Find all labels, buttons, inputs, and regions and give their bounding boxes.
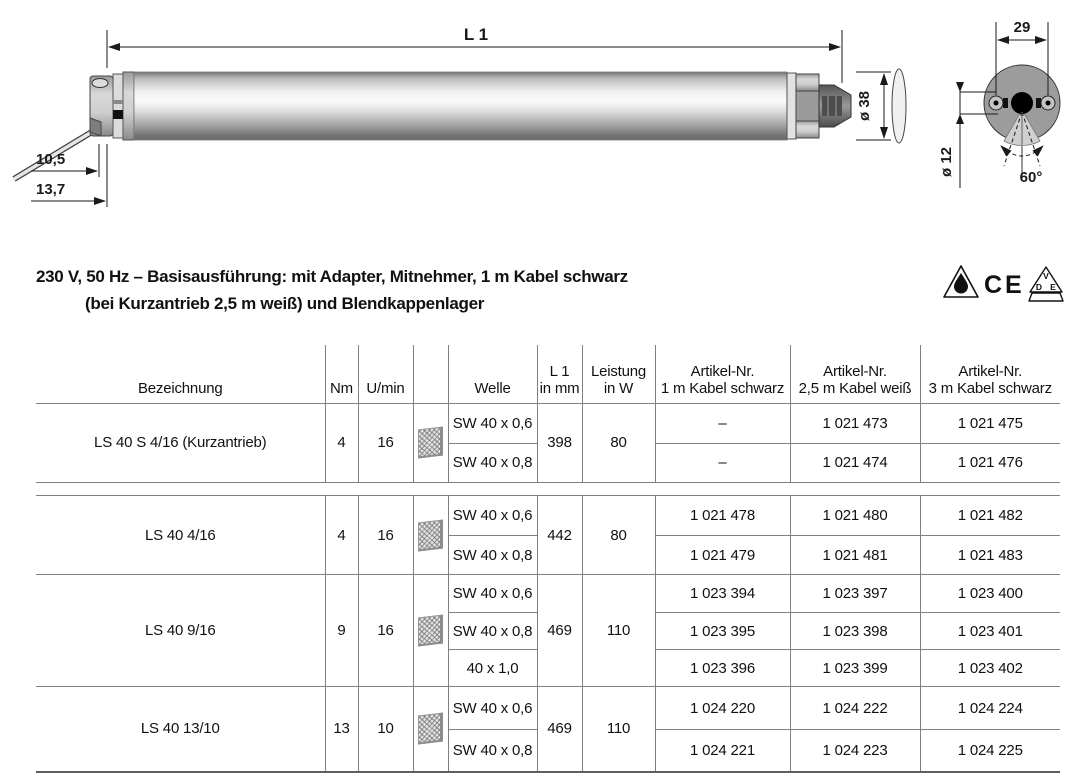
l1-value: 442: [537, 496, 582, 575]
col-header-welle: Welle: [448, 345, 537, 403]
artikel-1m: 1 023 394: [655, 575, 790, 613]
adapter-ring: [892, 69, 906, 143]
power-value: 110: [582, 687, 655, 772]
roller-shutter-icon: [418, 713, 443, 745]
table-row: [36, 575, 1060, 613]
torque-value: 13: [325, 687, 358, 772]
description-line-1: 230 V, 50 Hz – Basisausführung: mit Adapter, Mitnehmer, 1 m Kabel schwarz: [36, 267, 628, 286]
col-header-nm: Nm: [325, 345, 358, 403]
application-cell: [413, 575, 448, 687]
speed-value: 10: [358, 687, 413, 772]
artikel-25m: 1 021 474: [790, 443, 920, 482]
artikel-25m: 1 024 222: [790, 687, 920, 730]
artikel-25m: 1 023 397: [790, 575, 920, 613]
spec-table-header-group: [36, 345, 1060, 483]
table-row: [36, 496, 1060, 536]
artikel-3m: 1 021 476: [920, 443, 1060, 482]
power-value: 110: [582, 575, 655, 687]
artikel-25m: 1 023 398: [790, 613, 920, 650]
welle-value: SW 40 x 0,8: [448, 730, 537, 772]
col-header-umin: U/min: [358, 345, 413, 403]
moisture-protection-icon: [944, 266, 978, 297]
l1-value: 469: [537, 687, 582, 772]
artikel-25m: 1 021 480: [790, 496, 920, 536]
welle-value: SW 40 x 0,6: [448, 575, 537, 613]
product-name: LS 40 S 4/16 (Kurzantrieb): [36, 403, 325, 482]
welle-value: SW 40 x 0,6: [448, 403, 537, 443]
artikel-1m: 1 024 220: [655, 687, 790, 730]
artikel-1m: 1 024 221: [655, 730, 790, 772]
dim-label-10-5: 10,5: [36, 151, 66, 168]
welle-value: SW 40 x 0,8: [448, 443, 537, 482]
motor-tube: [134, 72, 787, 140]
vde-letter-v: V: [1043, 271, 1049, 281]
artikel-3m: 1 021 483: [920, 536, 1060, 575]
artikel-1m: 1 021 479: [655, 536, 790, 575]
col-header-artikel-3m: Artikel-Nr. 3 m Kabel schwarz: [920, 345, 1060, 403]
table-row: [36, 403, 1060, 443]
table-row: [36, 687, 1060, 730]
artikel-25m: 1 023 399: [790, 650, 920, 687]
col-header-artikel-25m: Artikel-Nr. 2,5 m Kabel weiß: [790, 345, 920, 403]
vde-letter-e: E: [1050, 282, 1056, 292]
col-header-artikel-1m: Artikel-Nr. 1 m Kabel schwarz: [655, 345, 790, 403]
table-header-row: [36, 345, 1060, 403]
product-name: LS 40 4/16: [36, 496, 325, 575]
artikel-3m: 1 024 225: [920, 730, 1060, 772]
power-value: 80: [582, 496, 655, 575]
product-name: LS 40 9/16: [36, 575, 325, 687]
l1-value: 398: [537, 403, 582, 482]
col-header-bezeichnung: Bezeichnung: [36, 345, 325, 403]
motor-side-view: [14, 69, 906, 179]
col-header-leistung: Leistung in W: [582, 345, 655, 403]
welle-value: SW 40 x 0,6: [448, 687, 537, 730]
artikel-1m: –: [655, 403, 790, 443]
product-name: LS 40 13/10: [36, 687, 325, 772]
speed-value: 16: [358, 403, 413, 482]
artikel-25m: 1 024 223: [790, 730, 920, 772]
dim-label-dia12: ø 12: [938, 146, 955, 178]
certification-badges: [940, 260, 1070, 306]
product-description: [36, 263, 628, 317]
artikel-1m: –: [655, 443, 790, 482]
ce-mark-icon: CE: [984, 271, 1025, 299]
artikel-3m: 1 021 475: [920, 403, 1060, 443]
speed-value: 16: [358, 496, 413, 575]
torque-value: 4: [325, 403, 358, 482]
roller-shutter-icon: [418, 614, 443, 646]
application-cell: [413, 687, 448, 772]
technical-drawing: [0, 0, 1076, 250]
dim-label-l1: L 1: [463, 25, 489, 44]
vde-mark-icon: [1029, 267, 1063, 301]
artikel-25m: 1 021 481: [790, 536, 920, 575]
roller-shutter-icon: [418, 426, 443, 458]
vde-letter-d: D: [1035, 282, 1043, 292]
col-header-l1: L 1 in mm: [537, 345, 582, 403]
roller-shutter-icon: [418, 519, 443, 551]
dim-label-13-7: 13,7: [36, 181, 66, 198]
torque-value: 4: [325, 496, 358, 575]
artikel-1m: 1 023 396: [655, 650, 790, 687]
welle-value: 40 x 1,0: [448, 650, 537, 687]
spec-table-standard-groups: [36, 495, 1060, 773]
dim-label-dia38: ø 38: [856, 90, 873, 122]
power-value: 80: [582, 403, 655, 482]
artikel-1m: 1 023 395: [655, 613, 790, 650]
artikel-3m: 1 023 401: [920, 613, 1060, 650]
dim-label-60deg: 60°: [1019, 169, 1043, 186]
welle-value: SW 40 x 0,8: [448, 613, 537, 650]
dim-label-29: 29: [1013, 19, 1031, 36]
artikel-1m: 1 021 478: [655, 496, 790, 536]
artikel-3m: 1 021 482: [920, 496, 1060, 536]
speed-value: 16: [358, 575, 413, 687]
l1-value: 469: [537, 575, 582, 687]
description-line-2: (bei Kurzantrieb 2,5 m weiß) und Blendkappenlager: [85, 294, 485, 313]
artikel-3m: 1 024 224: [920, 687, 1060, 730]
torque-value: 9: [325, 575, 358, 687]
artikel-25m: 1 021 473: [790, 403, 920, 443]
welle-value: SW 40 x 0,8: [448, 536, 537, 575]
welle-value: SW 40 x 0,6: [448, 496, 537, 536]
application-cell: [413, 496, 448, 575]
artikel-3m: 1 023 402: [920, 650, 1060, 687]
artikel-3m: 1 023 400: [920, 575, 1060, 613]
col-header-icon: [413, 345, 448, 403]
application-cell: [413, 403, 448, 482]
